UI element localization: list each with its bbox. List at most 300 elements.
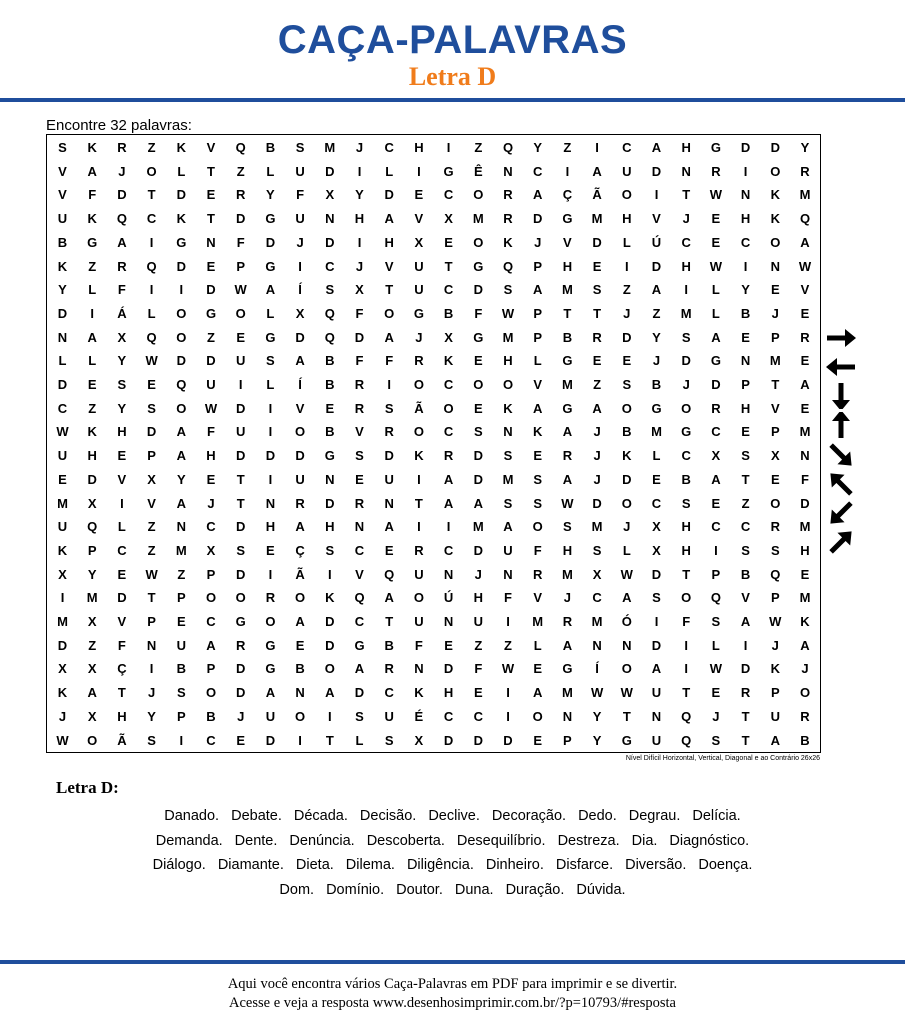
grid-cell: K xyxy=(622,448,632,464)
grid-cell: Q xyxy=(354,590,365,606)
grid-cell: G xyxy=(562,211,573,227)
grid-cell: O xyxy=(176,400,187,416)
grid-cell: A xyxy=(473,495,483,511)
grid-cell: A xyxy=(532,685,543,701)
grid-cell: H xyxy=(622,211,632,227)
grid-cell: J xyxy=(147,685,156,701)
grid-cell: D xyxy=(651,163,662,179)
grid-cell: D xyxy=(325,163,335,179)
grid-cell: R xyxy=(117,258,127,274)
grid-cell: F xyxy=(236,234,245,250)
grid-cell: D xyxy=(473,732,483,748)
difficulty-note: Nível Difícil Horizontal, Vertical, Diagonal e ao Contrário 26x26 xyxy=(625,755,820,762)
grid-cell: O xyxy=(681,590,692,606)
word-item: Destreza. xyxy=(557,832,620,849)
grid-cell: V xyxy=(117,614,127,629)
grid-cell: U xyxy=(384,708,394,724)
grid-cell: U xyxy=(473,614,483,629)
grid-cell: D xyxy=(295,329,305,345)
grid-cell: I xyxy=(654,614,659,629)
grid-cell: D xyxy=(176,353,186,369)
grid-cell: Q xyxy=(502,258,514,274)
grid-cell: J xyxy=(771,637,779,653)
grid-cell: U xyxy=(770,708,780,724)
grid-cell: I xyxy=(149,661,154,677)
grid-cell: W xyxy=(56,732,69,748)
grid-cell: I xyxy=(238,377,243,392)
grid-cell: S xyxy=(117,377,127,392)
grid-cell: G xyxy=(205,305,217,321)
word-item: Disfarce. xyxy=(555,857,614,873)
grid-cell: T xyxy=(147,187,156,203)
grid-cell: J xyxy=(237,708,245,724)
grid-cell: D xyxy=(235,519,246,535)
grid-cell: L xyxy=(622,542,631,558)
grid-cell: E xyxy=(266,542,275,558)
grid-cell: F xyxy=(355,305,364,321)
grid-cell: Z xyxy=(88,258,97,274)
grid-cell: G xyxy=(265,329,276,345)
page-subtitle: Letra D xyxy=(408,62,497,91)
grid-cell: D xyxy=(235,211,246,227)
grid-cell: G xyxy=(354,637,365,653)
grid-cell: W xyxy=(798,258,812,274)
grid-cell: X xyxy=(58,566,67,582)
grid-cell: I xyxy=(179,282,184,298)
grid-cell: N xyxy=(592,637,602,653)
word-item: Dieta. xyxy=(295,857,334,873)
grid-cell: D xyxy=(651,637,662,653)
grid-cell: O xyxy=(621,187,632,203)
grid-cell: F xyxy=(207,424,215,440)
grid-cell: M xyxy=(324,140,336,155)
grid-cell: J xyxy=(652,353,661,369)
grid-cell: A xyxy=(354,661,365,677)
grid-cell: G xyxy=(681,424,692,440)
grid-cell: W xyxy=(145,353,158,369)
grid-cell: P xyxy=(770,590,780,606)
grid-cell: E xyxy=(414,187,424,203)
grid-cell: C xyxy=(325,258,335,274)
grid-cell: E xyxy=(444,637,453,653)
grid-cell: R xyxy=(532,566,543,582)
grid-cell: O xyxy=(235,305,246,321)
grid-cell: A xyxy=(295,614,305,629)
grid-cell: D xyxy=(57,637,68,653)
grid-cell: B xyxy=(176,661,186,677)
grid-cell: J xyxy=(623,305,631,321)
grid-cell: N xyxy=(206,234,216,250)
grid-cell: X xyxy=(652,542,661,558)
grid-cell: E xyxy=(384,542,394,558)
grid-cell: Q xyxy=(324,329,335,345)
word-item: Duração. xyxy=(505,881,565,898)
grid-cell: R xyxy=(711,400,721,416)
grid-cell: W xyxy=(204,400,218,416)
grid-cell: M xyxy=(561,566,573,582)
grid-cell: F xyxy=(682,614,691,629)
grid-cell: I xyxy=(327,566,332,582)
grid-cell: M xyxy=(57,614,68,629)
grid-cell: X xyxy=(206,542,216,558)
grid-cell: I xyxy=(684,661,688,677)
grid-cell: B xyxy=(443,305,454,321)
grid-cell: R xyxy=(503,187,513,203)
grid-cell: D xyxy=(146,424,157,440)
grid-cell: U xyxy=(414,258,424,274)
grid-cell: E xyxy=(533,661,543,677)
grid-cell: D xyxy=(592,495,602,511)
grid-cell: D xyxy=(295,448,305,464)
grid-cell: P xyxy=(176,590,186,606)
grid-cell: M xyxy=(769,353,781,369)
word-item: Desequilíbrio. xyxy=(456,832,546,849)
grid-cell: F xyxy=(88,187,97,203)
grid-cell: H xyxy=(265,519,276,535)
grid-cell: G xyxy=(265,661,276,677)
grid-cell: Q xyxy=(681,708,692,724)
grid-cell: U xyxy=(57,211,68,227)
grid-cell: O xyxy=(146,163,157,179)
word-item: Decisão. xyxy=(359,808,417,824)
grid-cell: P xyxy=(147,614,156,629)
grid-cell: H xyxy=(384,234,394,250)
grid-cell: W xyxy=(501,661,515,677)
grid-cell: P xyxy=(533,329,543,345)
grid-cell: A xyxy=(443,495,454,511)
grid-cell: A xyxy=(622,590,632,606)
grid-cell: W xyxy=(620,685,633,701)
instruction-text: Encontre 32 palavras: xyxy=(46,117,192,134)
grid-cell: U xyxy=(235,353,246,369)
grid-cell: D xyxy=(117,590,127,606)
grid-cell: D xyxy=(325,637,335,653)
grid-cell: D xyxy=(354,329,365,345)
grid-cell: T xyxy=(444,258,453,274)
grid-cell: N xyxy=(354,519,365,535)
word-item: Dinheiro. xyxy=(485,857,544,873)
grid-cell: D xyxy=(265,732,276,748)
grid-cell: U xyxy=(57,448,68,464)
grid-cell: S xyxy=(592,282,602,298)
word-list-line xyxy=(40,853,865,878)
grid-cell: S xyxy=(533,471,543,487)
word-list-line xyxy=(40,804,865,829)
grid-cell: X xyxy=(652,519,661,535)
grid-cell: N xyxy=(57,329,68,345)
grid-cell: M xyxy=(472,211,484,227)
grid-cell: Y xyxy=(87,566,97,582)
grid-cell: J xyxy=(296,234,304,250)
grid-cell: E xyxy=(652,471,661,487)
grid-cell: F xyxy=(385,353,394,369)
grid-cell: Ú xyxy=(651,234,662,250)
grid-cell: V xyxy=(652,211,661,227)
grid-cell: G xyxy=(473,258,484,274)
grid-cell: G xyxy=(176,234,187,250)
grid-cell: N xyxy=(414,661,424,677)
word-item: Diversão. xyxy=(625,857,687,873)
grid-cell: E xyxy=(58,471,67,487)
grid-cell: T xyxy=(236,495,245,511)
grid-cell: E xyxy=(295,637,305,653)
grid-cell: N xyxy=(265,495,276,511)
word-item: Descoberta. xyxy=(366,832,445,849)
word-list-line xyxy=(40,829,865,854)
grid-cell: V xyxy=(117,471,127,487)
grid-cell: Y xyxy=(592,732,602,748)
grid-cell: E xyxy=(770,282,780,298)
grid-cell: P xyxy=(533,305,543,321)
grid-cell: M xyxy=(532,614,544,629)
grid-cell: I xyxy=(595,140,599,155)
word-item: Danado. xyxy=(164,808,220,824)
grid-cell: K xyxy=(770,187,780,203)
grid-cell: T xyxy=(414,495,423,511)
grid-cell: U xyxy=(414,614,424,629)
grid-cell: D xyxy=(473,542,483,558)
footer-line-2[interactable]: Acesse e veja a resposta www.desenhosimprimir.com.br/?p=10793/#resposta xyxy=(229,995,676,1011)
grid-cell: I xyxy=(506,708,510,724)
grid-cell: D xyxy=(711,377,721,392)
grid-cell: M xyxy=(472,519,484,535)
grid-cell: P xyxy=(533,258,543,274)
grid-cell: Ã xyxy=(414,400,424,416)
grid-cell: Q xyxy=(770,566,781,582)
grid-cell: N xyxy=(651,708,662,724)
grid-cell: W xyxy=(501,305,515,321)
grid-cell: M xyxy=(591,519,603,535)
grid-cell: O xyxy=(87,732,98,748)
grid-cell: Z xyxy=(504,637,512,653)
grid-cell: H xyxy=(681,140,691,155)
grid-cell: T xyxy=(771,377,780,392)
grid-cell: C xyxy=(206,519,216,535)
grid-cell: A xyxy=(592,163,602,179)
grid-cell: Q xyxy=(710,590,721,606)
bottom-divider xyxy=(0,960,905,964)
grid-cell: K xyxy=(800,614,810,629)
grid-cell: C xyxy=(681,234,691,250)
grid-cell: C xyxy=(592,590,602,606)
grid-cell: D xyxy=(354,685,365,701)
grid-cell: Z xyxy=(147,542,156,558)
grid-cell: Q xyxy=(681,732,692,748)
grid-cell: H xyxy=(325,519,335,535)
grid-cell: I xyxy=(624,258,629,274)
grid-cell: N xyxy=(503,566,513,582)
grid-cell: W xyxy=(709,661,723,677)
grid-cell: S xyxy=(147,732,156,748)
grid-cell: L xyxy=(58,353,67,369)
grid-cell: U xyxy=(503,542,513,558)
grid-cell: Z xyxy=(236,163,245,179)
grid-cell: U xyxy=(235,424,246,440)
grid-cell: D xyxy=(770,140,780,155)
grid-cell: H xyxy=(562,258,573,274)
grid-cell: X xyxy=(117,329,127,345)
grid-cell: C xyxy=(740,519,751,535)
grid-cell: N xyxy=(800,448,810,464)
grid-cell: K xyxy=(176,211,186,227)
word-item: Domínio. xyxy=(326,881,385,898)
grid-cell: O xyxy=(473,377,484,392)
grid-cell: Z xyxy=(88,400,97,416)
grid-cell: J xyxy=(474,566,482,582)
grid-cell: H xyxy=(503,353,513,369)
grid-cell: T xyxy=(117,685,126,701)
grid-cell: A xyxy=(176,448,186,464)
grid-cell: V xyxy=(770,400,780,416)
grid-cell: R xyxy=(740,685,751,701)
grid-cell: B xyxy=(800,732,810,748)
grid-cell: N xyxy=(146,637,157,653)
grid-cell: L xyxy=(88,282,97,298)
grid-cell: L xyxy=(117,519,126,535)
grid-cell: D xyxy=(592,234,602,250)
grid-cell: A xyxy=(443,471,454,487)
grid-cell: S xyxy=(711,614,721,629)
grid-cell: P xyxy=(206,661,216,677)
grid-cell: Í xyxy=(298,282,302,298)
grid-cell: O xyxy=(265,614,276,629)
grid-cell: Z xyxy=(177,566,186,582)
word-item: Dom. xyxy=(279,881,315,898)
word-item: Década. xyxy=(293,808,348,824)
grid-cell: K xyxy=(532,424,543,440)
grid-cell: G xyxy=(443,163,454,179)
grid-cell: G xyxy=(621,732,632,748)
grid-cell: E xyxy=(592,258,602,274)
grid-cell: H xyxy=(414,140,424,155)
grid-cell: I xyxy=(506,614,510,629)
grid-cell: N xyxy=(681,163,691,179)
grid-cell: U xyxy=(265,708,276,724)
grid-cell: M xyxy=(561,282,573,298)
grid-cell: I xyxy=(120,495,124,511)
grid-cell: W xyxy=(145,566,158,582)
grid-cell: P xyxy=(741,377,750,392)
grid-cell: K xyxy=(770,211,780,227)
grid-cell: S xyxy=(592,542,602,558)
grid-cell: D xyxy=(206,353,216,369)
grid-cell: X xyxy=(58,661,67,677)
grid-cell: A xyxy=(592,400,602,416)
grid-cell: H xyxy=(117,708,127,724)
grid-cell: I xyxy=(149,234,154,250)
grid-cell: S xyxy=(58,140,67,155)
grid-cell: S xyxy=(563,519,572,535)
grid-cell: V xyxy=(563,234,572,250)
grid-cell: Ç xyxy=(295,542,305,558)
grid-cell: F xyxy=(474,661,483,677)
grid-cell: V xyxy=(414,211,424,227)
grid-cell: A xyxy=(325,685,335,701)
word-item: Diálogo. xyxy=(152,857,206,873)
grid-cell: S xyxy=(681,495,691,511)
grid-cell: E xyxy=(473,353,483,369)
grid-cell: Z xyxy=(474,637,483,653)
grid-cell: D xyxy=(651,258,662,274)
grid-cell: G xyxy=(265,637,276,653)
grid-cell: Q xyxy=(87,519,98,535)
grid-cell: M xyxy=(502,471,514,487)
grid-cell: N xyxy=(443,566,454,582)
grid-cell: I xyxy=(60,590,65,606)
grid-cell: Q xyxy=(235,140,246,155)
grid-cell: H xyxy=(117,424,127,440)
grid-cell: R xyxy=(562,448,573,464)
grid-cell: L xyxy=(266,305,275,321)
word-item: Duna. xyxy=(454,881,494,898)
grid-cell: G xyxy=(235,614,246,629)
grid-cell: R xyxy=(503,211,513,227)
grid-cell: X xyxy=(87,614,97,629)
grid-cell: O xyxy=(770,495,781,511)
grid-cell: P xyxy=(563,732,572,748)
grid-cell: S xyxy=(770,542,780,558)
grid-cell: M xyxy=(561,377,573,392)
grid-cell: A xyxy=(711,471,721,487)
grid-cell: J xyxy=(207,495,215,511)
grid-cell: D xyxy=(532,211,543,227)
grid-cell: J xyxy=(534,234,542,250)
grid-cell: E xyxy=(800,305,810,321)
grid-cell: B xyxy=(622,424,632,440)
grid-cell: A xyxy=(711,329,721,345)
grid-cell: P xyxy=(770,685,780,701)
grid-cell: E xyxy=(236,329,246,345)
grid-cell: W xyxy=(590,685,604,701)
grid-cell: P xyxy=(236,258,246,274)
grid-cell: I xyxy=(327,708,332,724)
grid-cell: Q xyxy=(324,305,335,321)
grid-cell: E xyxy=(592,353,602,369)
grid-cell: C xyxy=(651,495,662,511)
grid-cell: K xyxy=(176,140,186,155)
grid-cell: O xyxy=(681,400,692,416)
grid-cell: R xyxy=(117,140,127,155)
grid-cell: I xyxy=(684,637,688,653)
grid-cell: S xyxy=(533,495,543,511)
grid-cell: Q xyxy=(384,566,395,582)
grid-cell: H xyxy=(562,542,573,558)
word-item: Diagnóstico. xyxy=(669,832,750,849)
grid-cell: E xyxy=(444,234,453,250)
grid-cell: T xyxy=(385,282,394,298)
grid-cell: T xyxy=(741,708,750,724)
grid-cell: Z xyxy=(147,519,156,535)
grid-cell: O xyxy=(473,234,484,250)
grid-cell: H xyxy=(354,211,365,227)
grid-cell: U xyxy=(414,282,424,298)
grid-cell: G xyxy=(473,329,484,345)
grid-cell: O xyxy=(532,708,543,724)
grid-cell: E xyxy=(473,400,483,416)
grid-cell: L xyxy=(147,305,156,321)
grid-cell: U xyxy=(295,211,305,227)
grid-cell: B xyxy=(325,377,335,392)
grid-cell: O xyxy=(205,685,217,701)
grid-cell: D xyxy=(235,566,246,582)
grid-cell: D xyxy=(325,234,335,250)
grid-cell: X xyxy=(770,448,780,464)
grid-cell: Ç xyxy=(562,187,573,203)
grid-cell: M xyxy=(561,685,573,701)
grid-cell: P xyxy=(770,329,780,345)
grid-cell: Z xyxy=(593,377,602,392)
grid-cell: X xyxy=(414,732,424,748)
